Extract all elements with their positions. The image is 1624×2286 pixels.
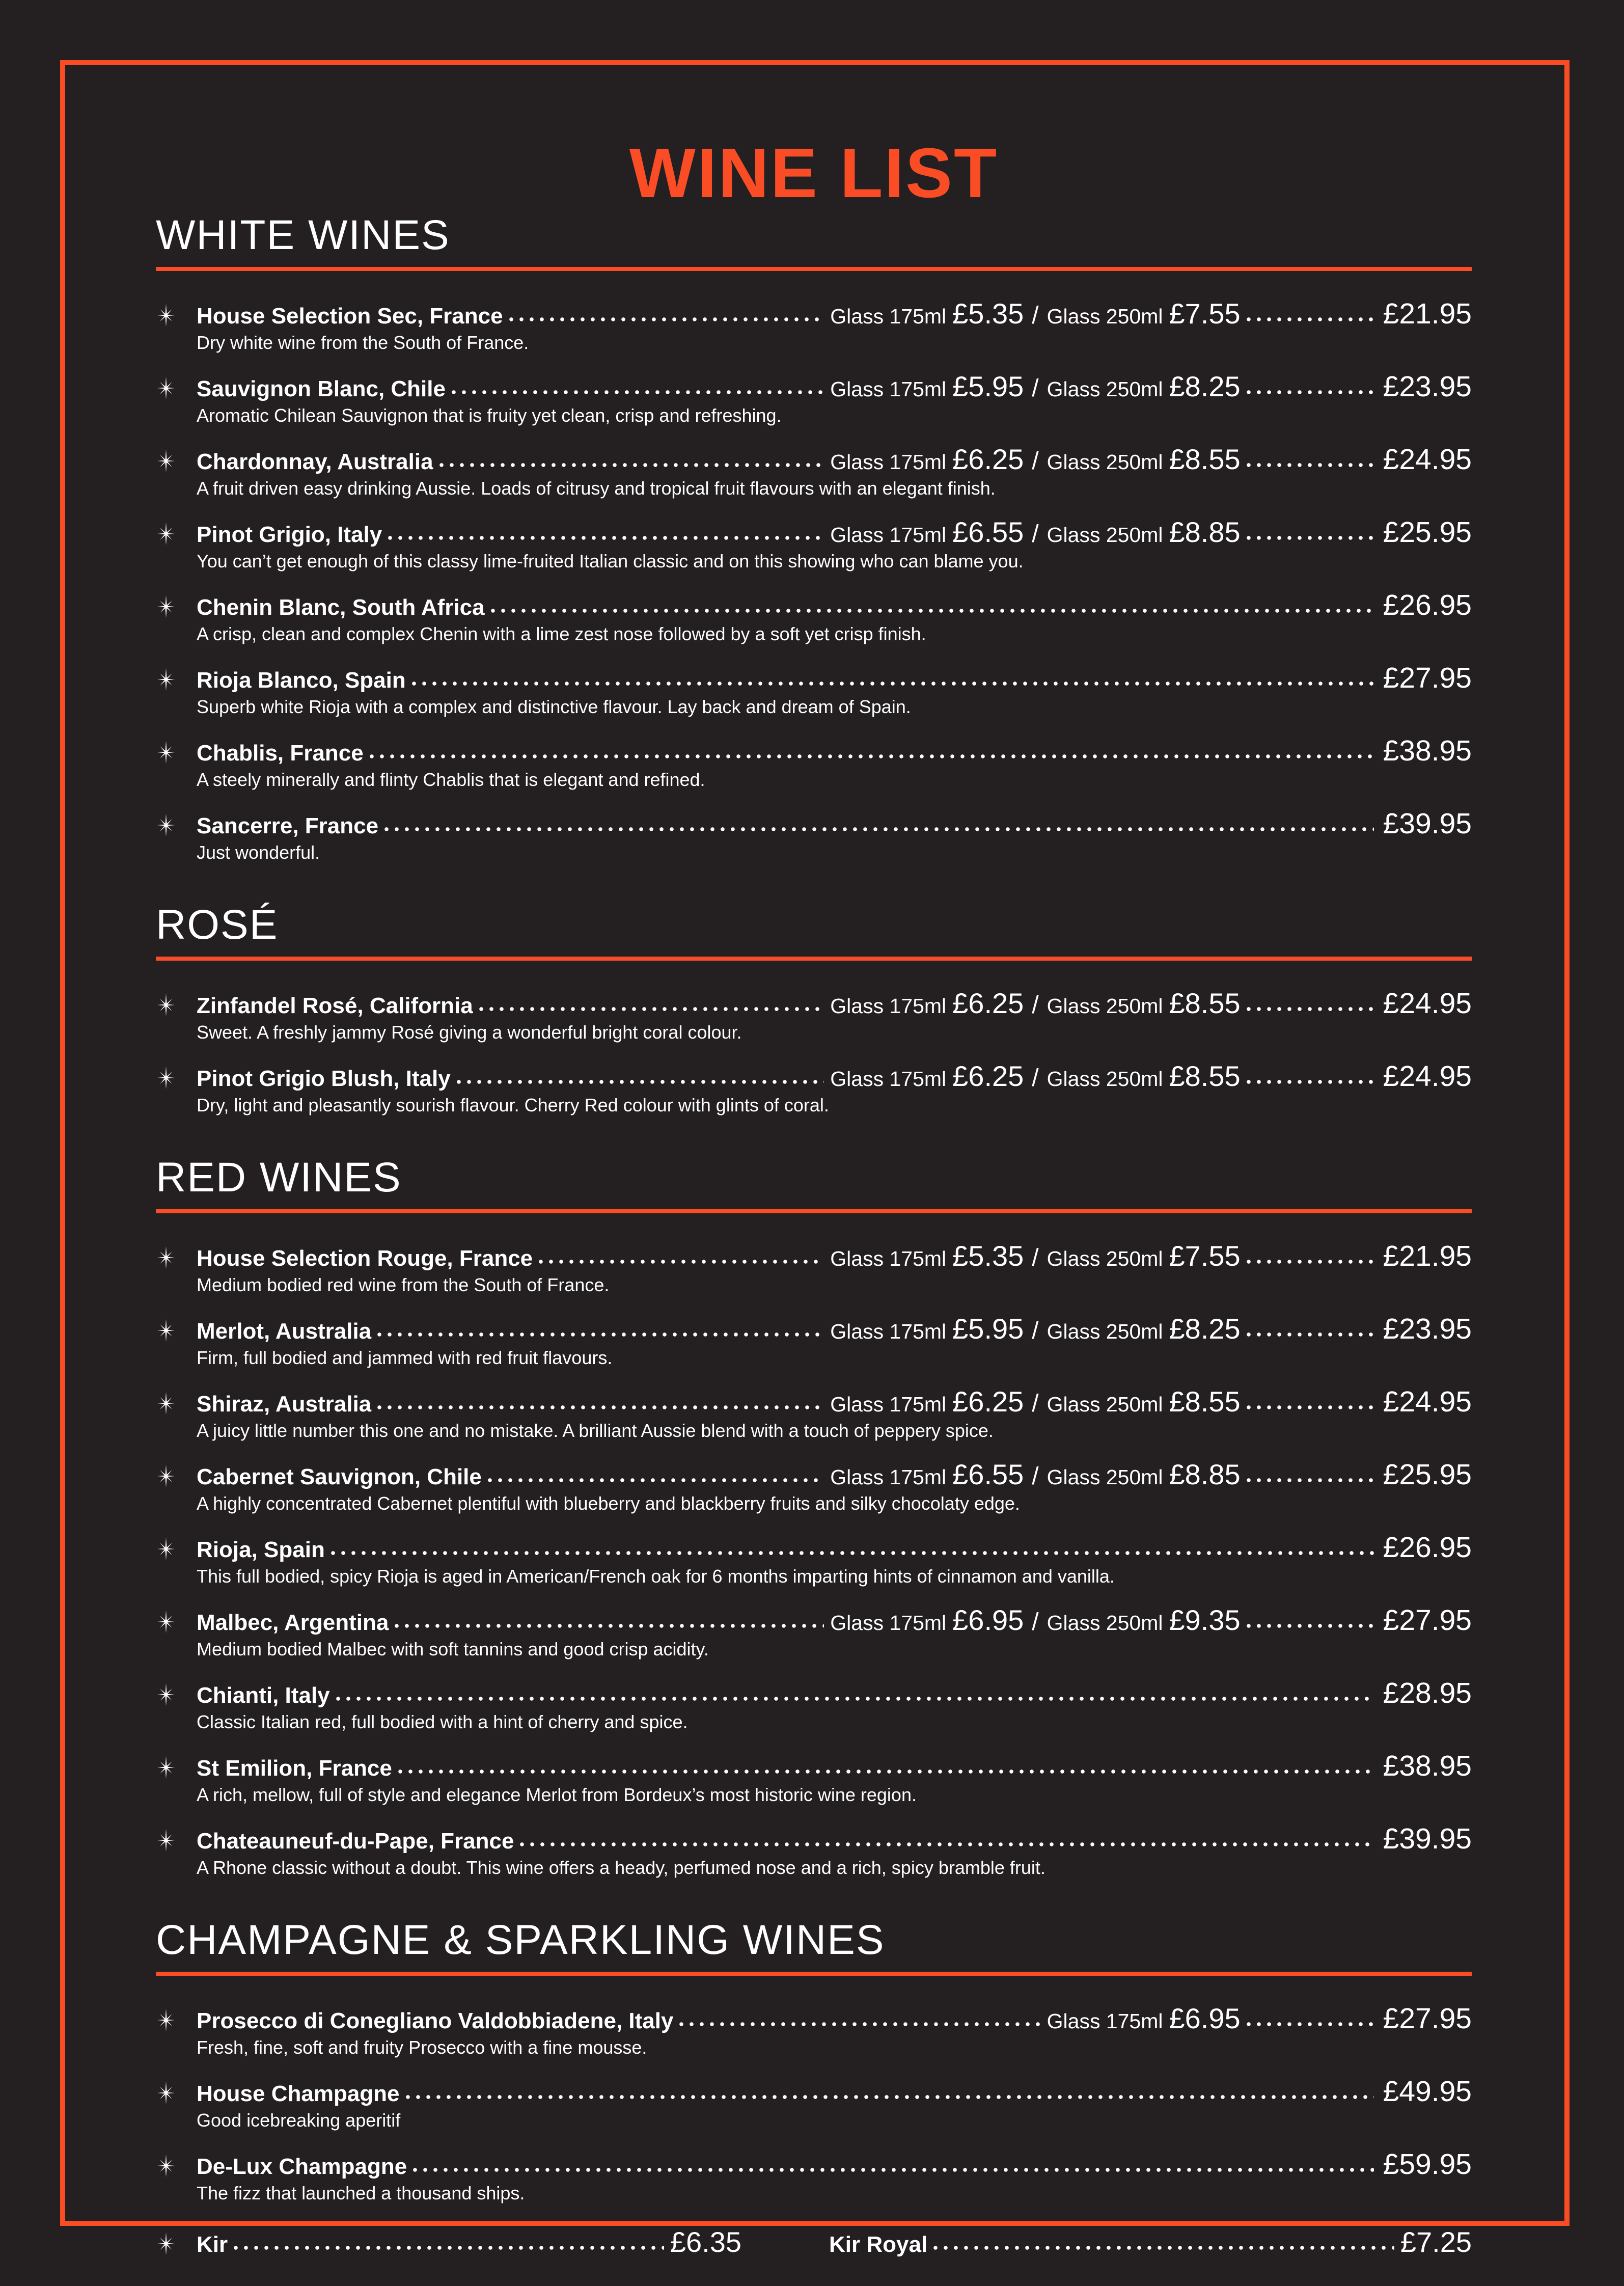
glass-size-label: Glass 250ml	[1047, 1320, 1163, 1343]
star-bullet-icon	[156, 1392, 176, 1415]
glass-price: £5.35	[952, 297, 1024, 330]
wine-list-item	[156, 988, 1472, 1044]
wine-list-item	[156, 808, 1472, 864]
wine-name: Sauvignon Blanc, Chile	[197, 376, 446, 401]
glass-price: £6.25	[952, 443, 1024, 475]
wine-list-item	[156, 1824, 1472, 1879]
star-bullet-icon	[156, 1610, 176, 1634]
glass-size-label: Glass 250ml	[1047, 994, 1163, 1018]
wine-item-line	[156, 517, 1472, 548]
bottle-price: £28.95	[1383, 1677, 1472, 1709]
glass-price: £6.55	[952, 1458, 1024, 1490]
glass-prices	[830, 299, 1240, 329]
wine-item-line	[156, 1678, 1472, 1709]
glass-prices	[830, 1387, 1240, 1417]
pair-item	[829, 2227, 1472, 2258]
wine-list-item	[156, 663, 1472, 718]
glass-size-label: Glass 175ml	[1047, 2009, 1163, 2033]
wine-list-item	[156, 2076, 1472, 2132]
dotted-leader	[234, 2245, 664, 2251]
wine-item-line	[156, 988, 1472, 1019]
dotted-leader-2	[1247, 389, 1374, 395]
bottle-price: £38.95	[1383, 734, 1472, 767]
wine-description: Dry, light and pleasantly sourish flavour. Cherry Red colour with glints of coral.	[197, 1095, 829, 1115]
bottle-price: £24.95	[1383, 987, 1472, 1020]
star-bullet-icon	[156, 522, 176, 546]
section-heading: ROSÉ	[156, 902, 279, 948]
dotted-leader-2	[1247, 2021, 1374, 2027]
section-items	[156, 2003, 1472, 2258]
wine-name: Chenin Blanc, South Africa	[197, 595, 485, 620]
glass-size-label: Glass 250ml	[1047, 377, 1163, 401]
wine-name: Chablis, France	[197, 741, 364, 766]
dotted-leader-2	[1247, 535, 1374, 541]
wine-item-line	[156, 590, 1472, 621]
wine-name: St Emilion, France	[197, 1756, 392, 1781]
dotted-leader	[388, 535, 824, 541]
wine-price: £6.35	[670, 2226, 741, 2258]
dotted-leader	[479, 1006, 824, 1012]
wine-description: A juicy little number this one and no mistake. A brilliant Aussie blend with a touch of peppery spice.	[197, 1420, 994, 1441]
wine-list-item	[156, 1314, 1472, 1369]
glass-separator: /	[1032, 1390, 1039, 1417]
wine-description: Fresh, fine, soft and fruity Prosecco with a fine mousse.	[197, 2037, 647, 2058]
glass-separator: /	[1032, 1244, 1039, 1271]
wine-list-item	[156, 2003, 1472, 2059]
menu-section	[156, 1917, 1472, 2258]
glass-prices	[830, 1460, 1240, 1490]
dotted-leader	[520, 1841, 1373, 1847]
dotted-leader	[491, 608, 1374, 614]
glass-price: £8.85	[1169, 516, 1241, 548]
glass-separator: /	[1032, 1317, 1039, 1344]
bottle-price: £27.95	[1383, 1604, 1472, 1637]
star-bullet-icon	[156, 2232, 176, 2255]
menu-page	[156, 134, 1472, 2258]
wine-list-item	[156, 298, 1472, 354]
wine-name: Sancerre, France	[197, 813, 379, 838]
wine-item-line	[156, 1241, 1472, 1272]
star-bullet-icon	[156, 1683, 176, 1706]
section-divider-rule	[156, 1209, 1472, 1213]
wine-list-item	[156, 444, 1472, 500]
glass-price: £8.25	[1169, 370, 1241, 402]
glass-size-label: Glass 175ml	[830, 1393, 947, 1416]
star-bullet-icon	[156, 304, 176, 327]
dotted-leader-2	[1247, 462, 1374, 468]
dotted-leader	[539, 1259, 824, 1265]
bottle-price: £27.95	[1383, 662, 1472, 694]
star-bullet-icon	[156, 1829, 176, 1852]
menu-section	[156, 1154, 1472, 1879]
wine-list-item	[156, 590, 1472, 645]
bottle-price: £24.95	[1383, 1385, 1472, 1418]
wine-list-item	[156, 1386, 1472, 1442]
bottle-price: £59.95	[1383, 2148, 1472, 2181]
dotted-leader-2	[1247, 1477, 1374, 1483]
glass-price: £7.55	[1169, 297, 1241, 330]
wine-item-line	[156, 1824, 1472, 1855]
glass-separator: /	[1032, 448, 1039, 475]
wine-description: The fizz that launched a thousand ships.	[197, 2183, 525, 2203]
star-bullet-icon	[156, 813, 176, 837]
dotted-leader	[395, 1623, 824, 1629]
section-heading: WHITE WINES	[156, 212, 450, 258]
wine-description: Medium bodied Malbec with soft tannins and good crisp acidity.	[197, 1639, 709, 1659]
wine-item-line	[156, 1386, 1472, 1418]
dotted-leader	[412, 681, 1374, 687]
bottle-price: £27.95	[1383, 2002, 1472, 2035]
wine-description: A crisp, clean and complex Chenin with a lime zest nose followed by a soft yet crisp finish.	[197, 623, 926, 644]
glass-size-label: Glass 250ml	[1047, 1393, 1163, 1416]
wine-description: Good icebreaking aperitif	[197, 2110, 401, 2131]
wine-name: Pinot Grigio Blush, Italy	[197, 1066, 451, 1091]
bottle-price: £23.95	[1383, 1313, 1472, 1345]
section-items	[156, 1241, 1472, 1879]
dotted-leader-2	[1247, 1006, 1374, 1012]
glass-size-label: Glass 250ml	[1047, 1247, 1163, 1270]
glass-price: £5.95	[952, 1313, 1024, 1345]
star-bullet-icon	[156, 1066, 176, 1090]
glass-prices	[830, 1062, 1240, 1092]
dotted-leader	[452, 389, 824, 395]
wine-name: House Champagne	[197, 2081, 400, 2106]
star-bullet-icon	[156, 1537, 176, 1561]
dotted-leader	[336, 1696, 1374, 1702]
dotted-leader	[933, 2245, 1394, 2251]
wine-description: Firm, full bodied and jammed with red fruit flavours.	[197, 1347, 613, 1368]
glass-price: £7.55	[1169, 1240, 1241, 1272]
glass-price: £8.25	[1169, 1313, 1241, 1345]
glass-price: £6.25	[952, 1060, 1024, 1092]
wine-item-line	[156, 736, 1472, 767]
wine-list-item	[156, 736, 1472, 791]
glass-prices	[830, 1314, 1240, 1344]
dotted-leader	[331, 1550, 1374, 1556]
wine-description: A rich, mellow, full of style and elegance Merlot from Bordeux’s most historic wine region.	[197, 1784, 917, 1805]
star-bullet-icon	[156, 741, 176, 764]
wine-name: Malbec, Argentina	[197, 1610, 389, 1635]
wine-description: A Rhone classic without a doubt. This wine offers a heady, perfumed nose and a rich, spicy bramble fruit.	[197, 1857, 1045, 1878]
wine-name: Shiraz, Australia	[197, 1392, 372, 1417]
glass-price: £8.55	[1169, 443, 1241, 475]
star-bullet-icon	[156, 595, 176, 618]
glass-prices	[1047, 2004, 1241, 2034]
wine-item-line	[156, 298, 1472, 330]
dotted-leader	[406, 2094, 1374, 2100]
star-bullet-icon	[156, 376, 176, 400]
glass-prices	[830, 518, 1240, 548]
wine-description: A highly concentrated Cabernet plentiful with blueberry and blackberry fruits and silky chocolaty edge.	[197, 1493, 1020, 1514]
section-divider-rule	[156, 1972, 1472, 1976]
glass-separator: /	[1032, 1609, 1039, 1636]
wine-name: Chianti, Italy	[197, 1683, 330, 1708]
star-bullet-icon	[156, 2081, 176, 2105]
bottle-price: £24.95	[1383, 1060, 1472, 1093]
bottle-price: £26.95	[1383, 1531, 1472, 1564]
glass-prices	[830, 989, 1240, 1019]
wine-list-item	[156, 2149, 1472, 2205]
wine-name: Rioja Blanco, Spain	[197, 668, 406, 693]
dotted-leader	[439, 462, 824, 468]
glass-size-label: Glass 175ml	[830, 1320, 947, 1343]
bottle-price: £21.95	[1383, 1240, 1472, 1272]
wine-name: House Selection Rouge, France	[197, 1246, 533, 1271]
bottle-price: £38.95	[1383, 1750, 1472, 1782]
glass-separator: /	[1032, 375, 1039, 402]
glass-price: £6.25	[952, 1385, 1024, 1418]
bottle-price: £39.95	[1383, 1822, 1472, 1855]
dotted-leader	[377, 1404, 824, 1410]
wine-description: A fruit driven easy drinking Aussie. Loads of citrusy and tropical fruit flavours with an elegant finish.	[197, 478, 996, 499]
wine-name: Chardonnay, Australia	[197, 449, 433, 474]
wine-description: You can’t get enough of this classy lime-fruited Italian classic and on this showing who can blame you.	[197, 551, 1024, 572]
star-bullet-icon	[156, 449, 176, 473]
glass-size-label: Glass 175ml	[830, 305, 947, 328]
wine-name: Pinot Grigio, Italy	[197, 522, 382, 547]
dotted-leader-2	[1247, 1259, 1374, 1265]
wine-description: Dry white wine from the South of France.	[197, 332, 529, 353]
dotted-leader-2	[1247, 1079, 1374, 1085]
dotted-leader	[679, 2021, 1040, 2027]
dotted-leader	[413, 2167, 1373, 2173]
wine-name: Merlot, Australia	[197, 1319, 372, 1344]
pair-row	[156, 2227, 1472, 2258]
wine-list-item	[156, 1459, 1472, 1515]
bottle-price: £25.95	[1383, 1458, 1472, 1491]
wine-item-line	[156, 1314, 1472, 1345]
glass-size-label: Glass 175ml	[830, 377, 947, 401]
bottle-price: £21.95	[1383, 297, 1472, 330]
star-bullet-icon	[156, 993, 176, 1017]
wine-item-line	[156, 1459, 1472, 1490]
dotted-leader	[377, 1331, 824, 1338]
glass-size-label: Glass 250ml	[1047, 1611, 1163, 1635]
star-bullet-icon	[156, 668, 176, 691]
wine-name: Chateauneuf-du-Pape, France	[197, 1829, 514, 1854]
wine-description: Superb white Rioja with a complex and distinctive flavour. Lay back and dream of Spain.	[197, 696, 911, 717]
wine-description: Medium bodied red wine from the South of France.	[197, 1274, 610, 1295]
menu-sections	[156, 212, 1472, 2258]
glass-price: £6.25	[952, 987, 1024, 1019]
glass-price: £5.35	[952, 1240, 1024, 1272]
glass-size-label: Glass 175ml	[830, 1247, 947, 1270]
section-items	[156, 298, 1472, 864]
wine-price: £7.25	[1400, 2226, 1472, 2258]
glass-size-label: Glass 250ml	[1047, 305, 1163, 328]
wine-name: Prosecco di Conegliano Valdobbiadene, Italy	[197, 2008, 674, 2033]
wine-name: Kir	[197, 2232, 228, 2257]
glass-price: £6.95	[952, 1604, 1024, 1636]
wine-item-line	[156, 1605, 1472, 1636]
section-divider-rule	[156, 267, 1472, 271]
dotted-leader	[457, 1079, 824, 1085]
wine-list-item	[156, 1605, 1472, 1661]
wine-item-line	[156, 2149, 1472, 2180]
wine-list-item	[156, 1678, 1472, 1733]
dotted-leader-2	[1247, 1623, 1374, 1629]
bottle-price: £39.95	[1383, 807, 1472, 840]
wine-list-item	[156, 1751, 1472, 1806]
star-bullet-icon	[156, 1319, 176, 1342]
wine-name: De-Lux Champagne	[197, 2154, 407, 2179]
glass-price: £8.55	[1169, 987, 1241, 1019]
section-heading: RED WINES	[156, 1154, 402, 1201]
page-title: WINE LIST	[629, 134, 999, 212]
wine-item-line	[156, 1751, 1472, 1782]
wine-name: Zinfandel Rosé, California	[197, 993, 473, 1018]
wine-description: Just wonderful.	[197, 842, 320, 863]
dotted-leader-2	[1247, 1404, 1374, 1410]
wine-item-line	[156, 2003, 1472, 2034]
wine-name: House Selection Sec, France	[197, 304, 503, 329]
glass-price: £6.55	[952, 516, 1024, 548]
glass-size-label: Glass 250ml	[1047, 1465, 1163, 1489]
glass-size-label: Glass 175ml	[830, 450, 947, 474]
dotted-leader-2	[1247, 1331, 1374, 1338]
star-bullet-icon	[156, 2008, 176, 2032]
glass-price: £8.55	[1169, 1385, 1241, 1418]
pair-item	[156, 2227, 741, 2258]
wine-list-item	[156, 517, 1472, 573]
wine-name: Kir Royal	[829, 2232, 928, 2257]
wine-item-line	[156, 1532, 1472, 1563]
wine-description: A steely minerally and flinty Chablis that is elegant and refined.	[197, 769, 705, 790]
glass-separator: /	[1032, 992, 1039, 1019]
dotted-leader	[370, 753, 1374, 759]
glass-separator: /	[1032, 1065, 1039, 1092]
glass-size-label: Glass 250ml	[1047, 1067, 1163, 1091]
bottle-price: £49.95	[1383, 2075, 1472, 2108]
glass-price: £6.95	[1169, 2002, 1241, 2034]
star-bullet-icon	[156, 1756, 176, 1779]
bottle-price: £24.95	[1383, 443, 1472, 476]
wine-name: Rioja, Spain	[197, 1537, 325, 1562]
glass-separator: /	[1032, 1463, 1039, 1490]
wine-item-line	[156, 808, 1472, 839]
dotted-leader-2	[1247, 316, 1374, 322]
glass-price: £8.85	[1169, 1458, 1241, 1490]
glass-price: £9.35	[1169, 1604, 1241, 1636]
wine-description: Aromatic Chilean Sauvignon that is fruity yet clean, crisp and refreshing.	[197, 405, 782, 426]
wine-name: Cabernet Sauvignon, Chile	[197, 1464, 482, 1489]
wine-item-line	[156, 2076, 1472, 2107]
wine-description: Classic Italian red, full bodied with a hint of cherry and spice.	[197, 1711, 688, 1732]
dotted-leader	[384, 826, 1374, 832]
wine-description: Sweet. A freshly jammy Rosé giving a wonderful bright coral colour.	[197, 1022, 742, 1043]
bottle-price: £25.95	[1383, 516, 1472, 549]
star-bullet-icon	[156, 1464, 176, 1488]
menu-section	[156, 212, 1472, 864]
glass-separator: /	[1032, 521, 1039, 548]
glass-size-label: Glass 175ml	[830, 994, 947, 1018]
wine-description: This full bodied, spicy Rioja is aged in American/French oak for 6 months imparting hints of cinnamon and vanilla.	[197, 1566, 1115, 1587]
glass-separator: /	[1032, 302, 1039, 329]
glass-size-label: Glass 175ml	[830, 523, 947, 547]
glass-size-label: Glass 175ml	[830, 1611, 947, 1635]
glass-prices	[830, 372, 1240, 402]
wine-item-line	[156, 663, 1472, 694]
bottle-price: £23.95	[1383, 370, 1472, 403]
glass-size-label: Glass 250ml	[1047, 450, 1163, 474]
glass-size-label: Glass 250ml	[1047, 523, 1163, 547]
menu-section	[156, 902, 1472, 1117]
star-bullet-icon	[156, 1246, 176, 1269]
wine-list-item	[156, 1241, 1472, 1296]
section-heading: CHAMPAGNE & SPARKLING WINES	[156, 1917, 885, 1963]
glass-size-label: Glass 175ml	[830, 1067, 947, 1091]
wine-item-line	[156, 1061, 1472, 1092]
glass-prices	[830, 445, 1240, 475]
glass-prices	[830, 1605, 1240, 1636]
wine-list-item	[156, 1061, 1472, 1117]
dotted-leader	[509, 316, 824, 322]
wine-list-item	[156, 371, 1472, 427]
wine-item-line	[156, 371, 1472, 402]
glass-size-label: Glass 175ml	[830, 1465, 947, 1489]
section-items	[156, 988, 1472, 1117]
glass-prices	[830, 1241, 1240, 1271]
dotted-leader	[398, 1768, 1374, 1775]
wine-item-line	[156, 444, 1472, 475]
bottle-price: £26.95	[1383, 589, 1472, 621]
section-divider-rule	[156, 957, 1472, 961]
star-bullet-icon	[156, 2154, 176, 2178]
wine-list-item	[156, 1532, 1472, 1588]
dotted-leader	[488, 1477, 824, 1483]
glass-price: £5.95	[952, 370, 1024, 402]
glass-price: £8.55	[1169, 1060, 1241, 1092]
